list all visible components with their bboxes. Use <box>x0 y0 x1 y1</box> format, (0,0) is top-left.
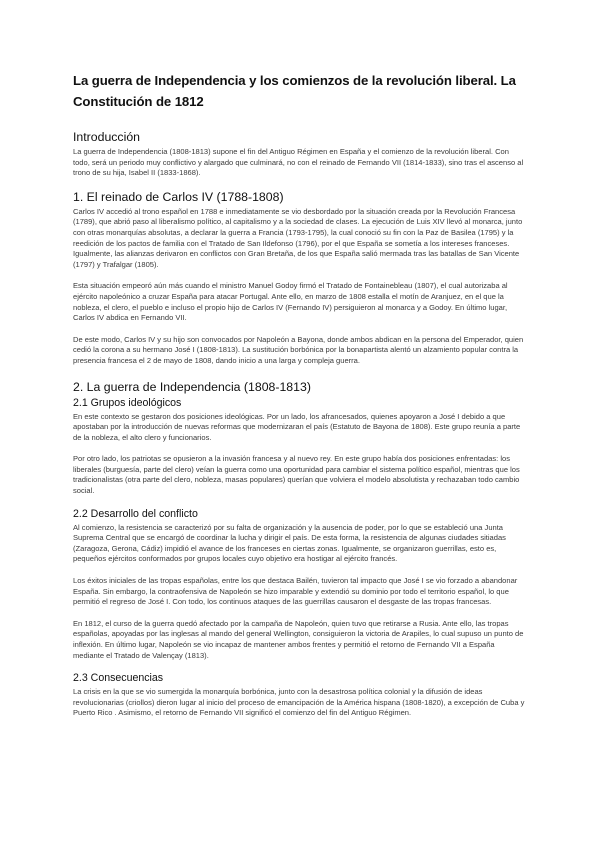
subsection-heading-2-3: 2.3 Consecuencias <box>73 672 164 685</box>
paragraph-s22-3: En 1812, el curso de la guerra quedó afectado por la campaña de Napoleón, quien tuvo que retirarse a Rusia. Ante ello, las tropas españolas, apoyadas por las inglesas al mando del general Wellington, consiguieron la victoria de Arapiles, lo cual supuso un punto de inflexión. En último lugar, Napoleón se vio incapaz de mantener ambos frentes y permitió el retorno de Fernando VII a España mediante el Tratado de Valençay (1813). <box>73 618 524 660</box>
section-heading-1: 1. El reinado de Carlos IV (1788-1808) <box>73 189 284 204</box>
paragraph-s22-1: Al comienzo, la resistencia se caracterizó por su falta de organización y la ausencia de poder, por lo que se estableció una Junta Suprema Central que se encargó de coordinar la lucha y dirigir el país. De esta forma, la resistencia de algunas ciudades sitiadas (Zaragoza, Gerona, Cádiz) impidió el avance de los franceses en ciertas zonas. Igualmente, se organizaron guerrillas, esto es, pequeños ejércitos conformados por grupos locales cuyo objetivo era hostigar al ejército francés. <box>73 522 506 564</box>
subsection-heading-2-2: 2.2 Desarrollo del conflicto <box>73 507 198 520</box>
paragraph-s1-1: Carlos IV accedió al trono español en 1788 e inmediatamente se vio desbordado por la situación creada por la Revolución Francesa (1789), que abrió paso al liberalismo político, al capitalismo y a la sociedad de clases. La ejecución de Luis XIV llevó al monarca, junto con otras monarquías absolutas, a declarar la guerra a Francia (1793-1795), la cual conoció su fin con la Paz de Basilea (1795) y la reedición de los pactos de familia con el Tratado de San Ildefonso (1796), por el que España se sometía a los intereses franceses. Igualmente, las alianzas derivaron en conflictos con Gran Bretaña, de los que España salió mermada tras las batallas de San Vicente (1797) y Trafalgar (1805). <box>73 206 523 269</box>
paragraph-s1-2: Esta situación empeoró aún más cuando el ministro Manuel Godoy firmó el Tratado de Fontainebleau (1807), el cual autorizaba al ejército napoleónico a cruzar España para atacar Portugal. Ante ello, en marzo de 1808 estalla el motín de Aranjuez, en el que la nobleza, el clero, el pueblo e incluso el propio hijo de Carlos IV (Fernando IV) persiguieron al monarca y a Godoy. En último lugar, Carlos IV abdica en Fernando VII. <box>73 281 508 323</box>
paragraph-intro: La guerra de Independencia (1808-1813) supone el fin del Antiguo Régimen en España y el comienzo de la revolución liberal. Con todo, será un periodo muy conflictivo y alargado que culminará, no con el reinado de Fernando VII (1814-1833), sino tras el ascenso al trono de su hija, Isabel II (1833-1868). <box>73 147 524 178</box>
subsection-heading-2-1: 2.1 Grupos ideológicos <box>73 396 182 409</box>
document-title: La guerra de Independencia y los comienzos de la revolución liberal. La Constitución de 1812 <box>73 73 516 109</box>
paragraph-s22-2: Los éxitos iniciales de las tropas españolas, entre los que destaca Bailén, tuvieron tal impacto que José I se vio forzado a abandonar España. Sin embargo, la contraofensiva de Napoleón se hizo imparable y extendió su dominio por todo el territorio español, lo que permitió el regreso de José I. Con todo, los continuos ataques de las guerrillas causaron el desgaste de las tropas francesas. <box>73 576 518 607</box>
paragraph-s1-3: De este modo, Carlos IV y su hijo son convocados por Napoleón a Bayona, donde ambos abdican en la persona del Emperador, quien cedió la corona a su hermano José I (1808-1813). La sustitución borbónica por la bonapartista alentó un alzamiento popular contra la presencia francesa el 2 de mayo de 1808, dando inicio a una larga y compleja guerra. <box>73 334 524 365</box>
paragraph-s23-1: La crisis en la que se vio sumergida la monarquía borbónica, junto con la desastrosa política colonial y la difusión de ideas revolucionarias (criollos) dieron lugar al inicio del proceso de emancipación de la América hispana (1808-1820), a excepción de Cuba y Puerto Rico . Asimismo, el retorno de Fernando VII significó el comienzo del fin del Antiguo Régimen. <box>73 687 525 718</box>
paragraph-s21-2: Por otro lado, los patriotas se opusieron a la invasión francesa y al nuevo rey. En este grupo había dos posiciones enfrentadas: los liberales (burguesía, parte del clero) veían la guerra como una oportunidad para cambiar el sistema político español, mientras que los tradicionalistas (otra parte del clero, nobleza, masas populares) querían que volviera el modelo absolutista y rechazaban todo cambio social. <box>73 454 520 496</box>
section-heading-2: 2. La guerra de Independencia (1808-1813) <box>73 379 311 394</box>
section-heading-intro: Introducción <box>73 130 140 144</box>
paragraph-s21-1: En este contexto se gestaron dos posiciones ideológicas. Por un lado, los afrancesados, quienes apoyaron a José I debido a que apostaban por la introducción de nuevas reformas que modernizaran el país (Estatuto de Bayona de 1808). Este grupo reunía a parte de la nobleza, el alto clero y funcionarios. <box>73 411 521 442</box>
